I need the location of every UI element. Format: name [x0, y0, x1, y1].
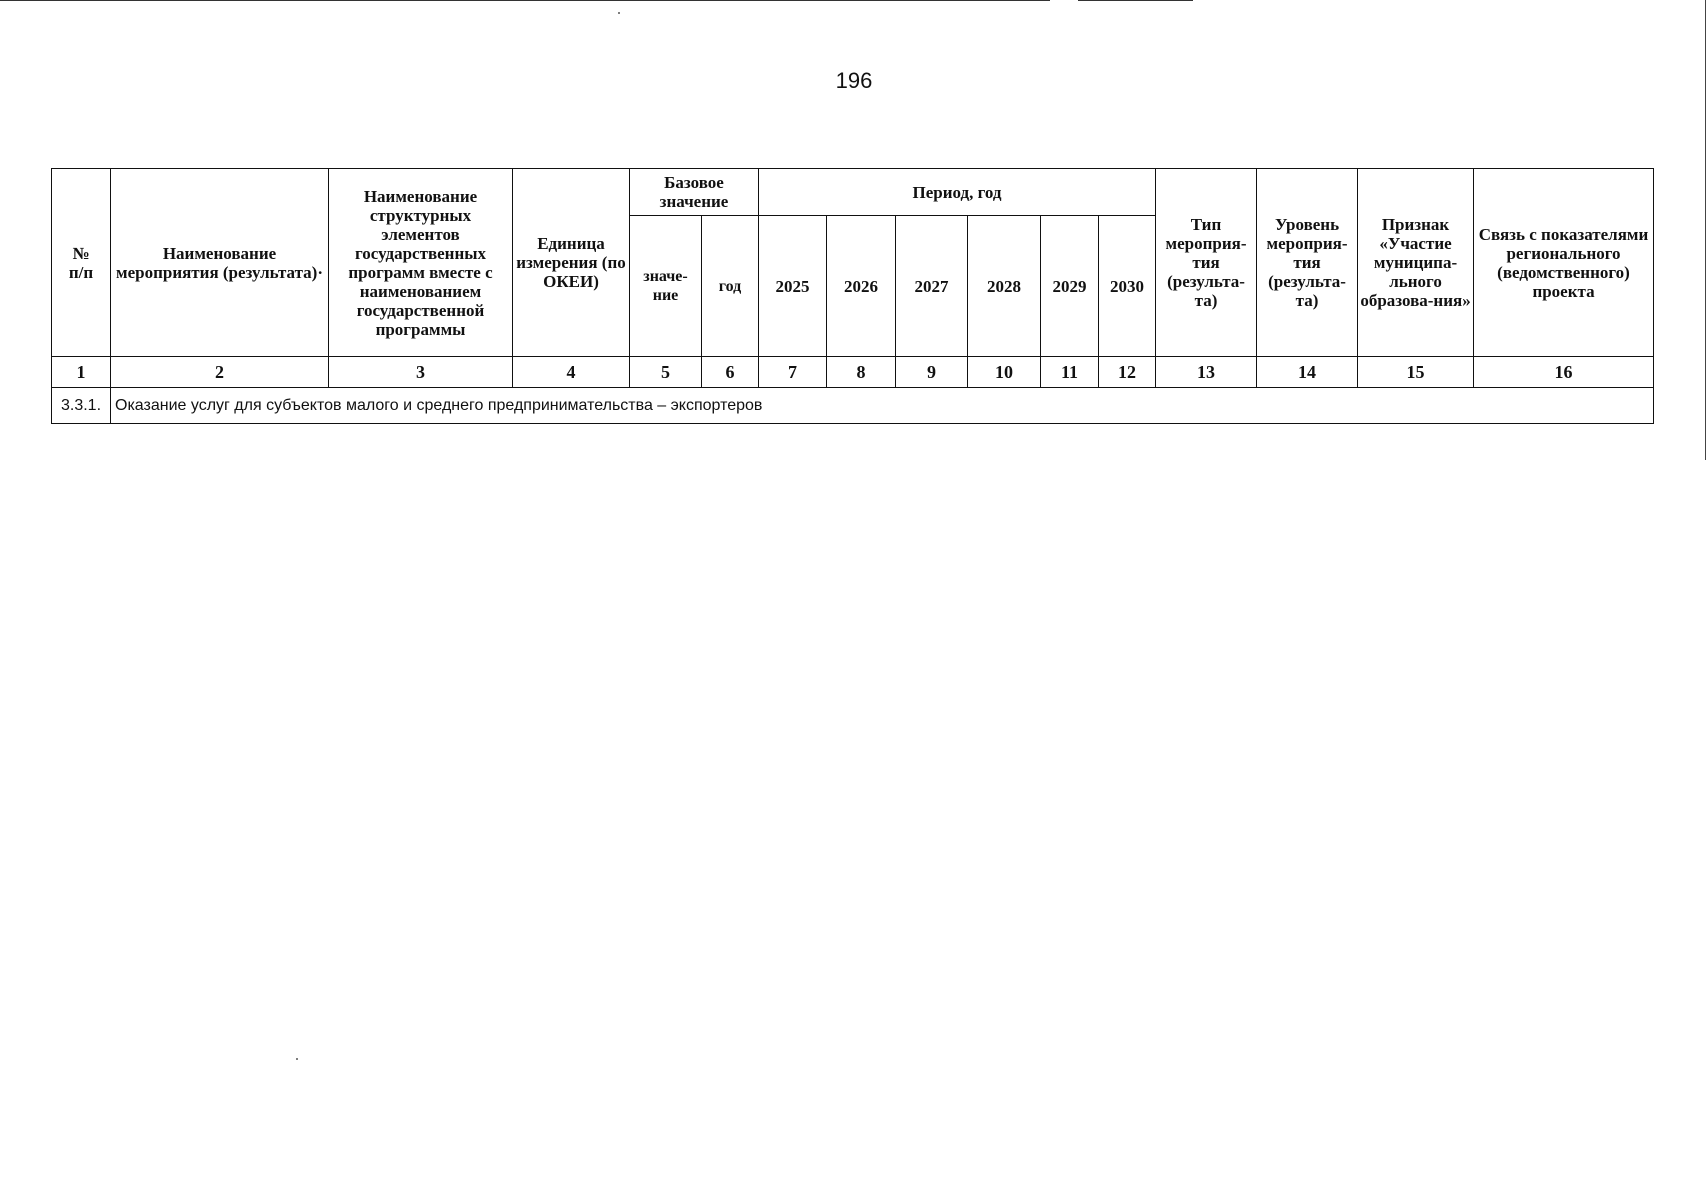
scan-speck	[618, 12, 620, 14]
header-year: 2029	[1041, 216, 1099, 357]
column-number: 7	[759, 357, 827, 388]
header-year: 2026	[827, 216, 896, 357]
scan-edge-line	[1078, 0, 1193, 1]
header-measure-type: Тип мероприя-тия (результа-та)	[1156, 169, 1257, 357]
column-number: 2	[111, 357, 329, 388]
header-municipal-participation: Признак «Участие муниципа-льного образова-ния»	[1358, 169, 1474, 357]
column-number: 1	[52, 357, 111, 388]
column-number: 12	[1099, 357, 1156, 388]
column-number: 8	[827, 357, 896, 388]
column-number: 3	[329, 357, 513, 388]
header-unit: Единица измерения (по ОКЕИ)	[513, 169, 630, 357]
header-structural-elements: Наименование структурных элементов государственных программ вместе с наименованием государственной программы	[329, 169, 513, 357]
section-number: 3.3.1.	[52, 388, 111, 424]
header-year: 2030	[1099, 216, 1156, 357]
header-base-value-year: год	[702, 216, 759, 357]
column-number: 11	[1041, 357, 1099, 388]
header-number: № п/п	[52, 169, 111, 357]
column-number: 13	[1156, 357, 1257, 388]
column-number: 16	[1474, 357, 1654, 388]
header-year: 2025	[759, 216, 827, 357]
column-number: 4	[513, 357, 630, 388]
section-title: Оказание услуг для субъектов малого и среднего предпринимательства – экспортеров	[111, 388, 1654, 424]
header-project-link: Связь с показателями регионального (ведомственного) проекта	[1474, 169, 1654, 357]
header-period: Период, год	[759, 169, 1156, 216]
header-base-value: Базовое значение	[630, 169, 759, 216]
column-number: 5	[630, 357, 702, 388]
column-number: 10	[968, 357, 1041, 388]
header-base-value-value: значе-ние	[630, 216, 702, 357]
column-number: 6	[702, 357, 759, 388]
page-number: 196	[835, 68, 873, 93]
column-number: 15	[1358, 357, 1474, 388]
column-number: 9	[896, 357, 968, 388]
header-year: 2028	[968, 216, 1041, 357]
header-measure-level: Уровень мероприя-тия (результа-та)	[1257, 169, 1358, 357]
scan-edge-line	[0, 0, 1050, 1]
header-measure-name: Наименование мероприятия (результата)·	[111, 169, 329, 357]
scan-speck	[296, 1058, 298, 1060]
column-number: 14	[1257, 357, 1358, 388]
measures-table	[51, 168, 1654, 424]
table-row	[52, 388, 1654, 424]
header-year: 2027	[896, 216, 968, 357]
